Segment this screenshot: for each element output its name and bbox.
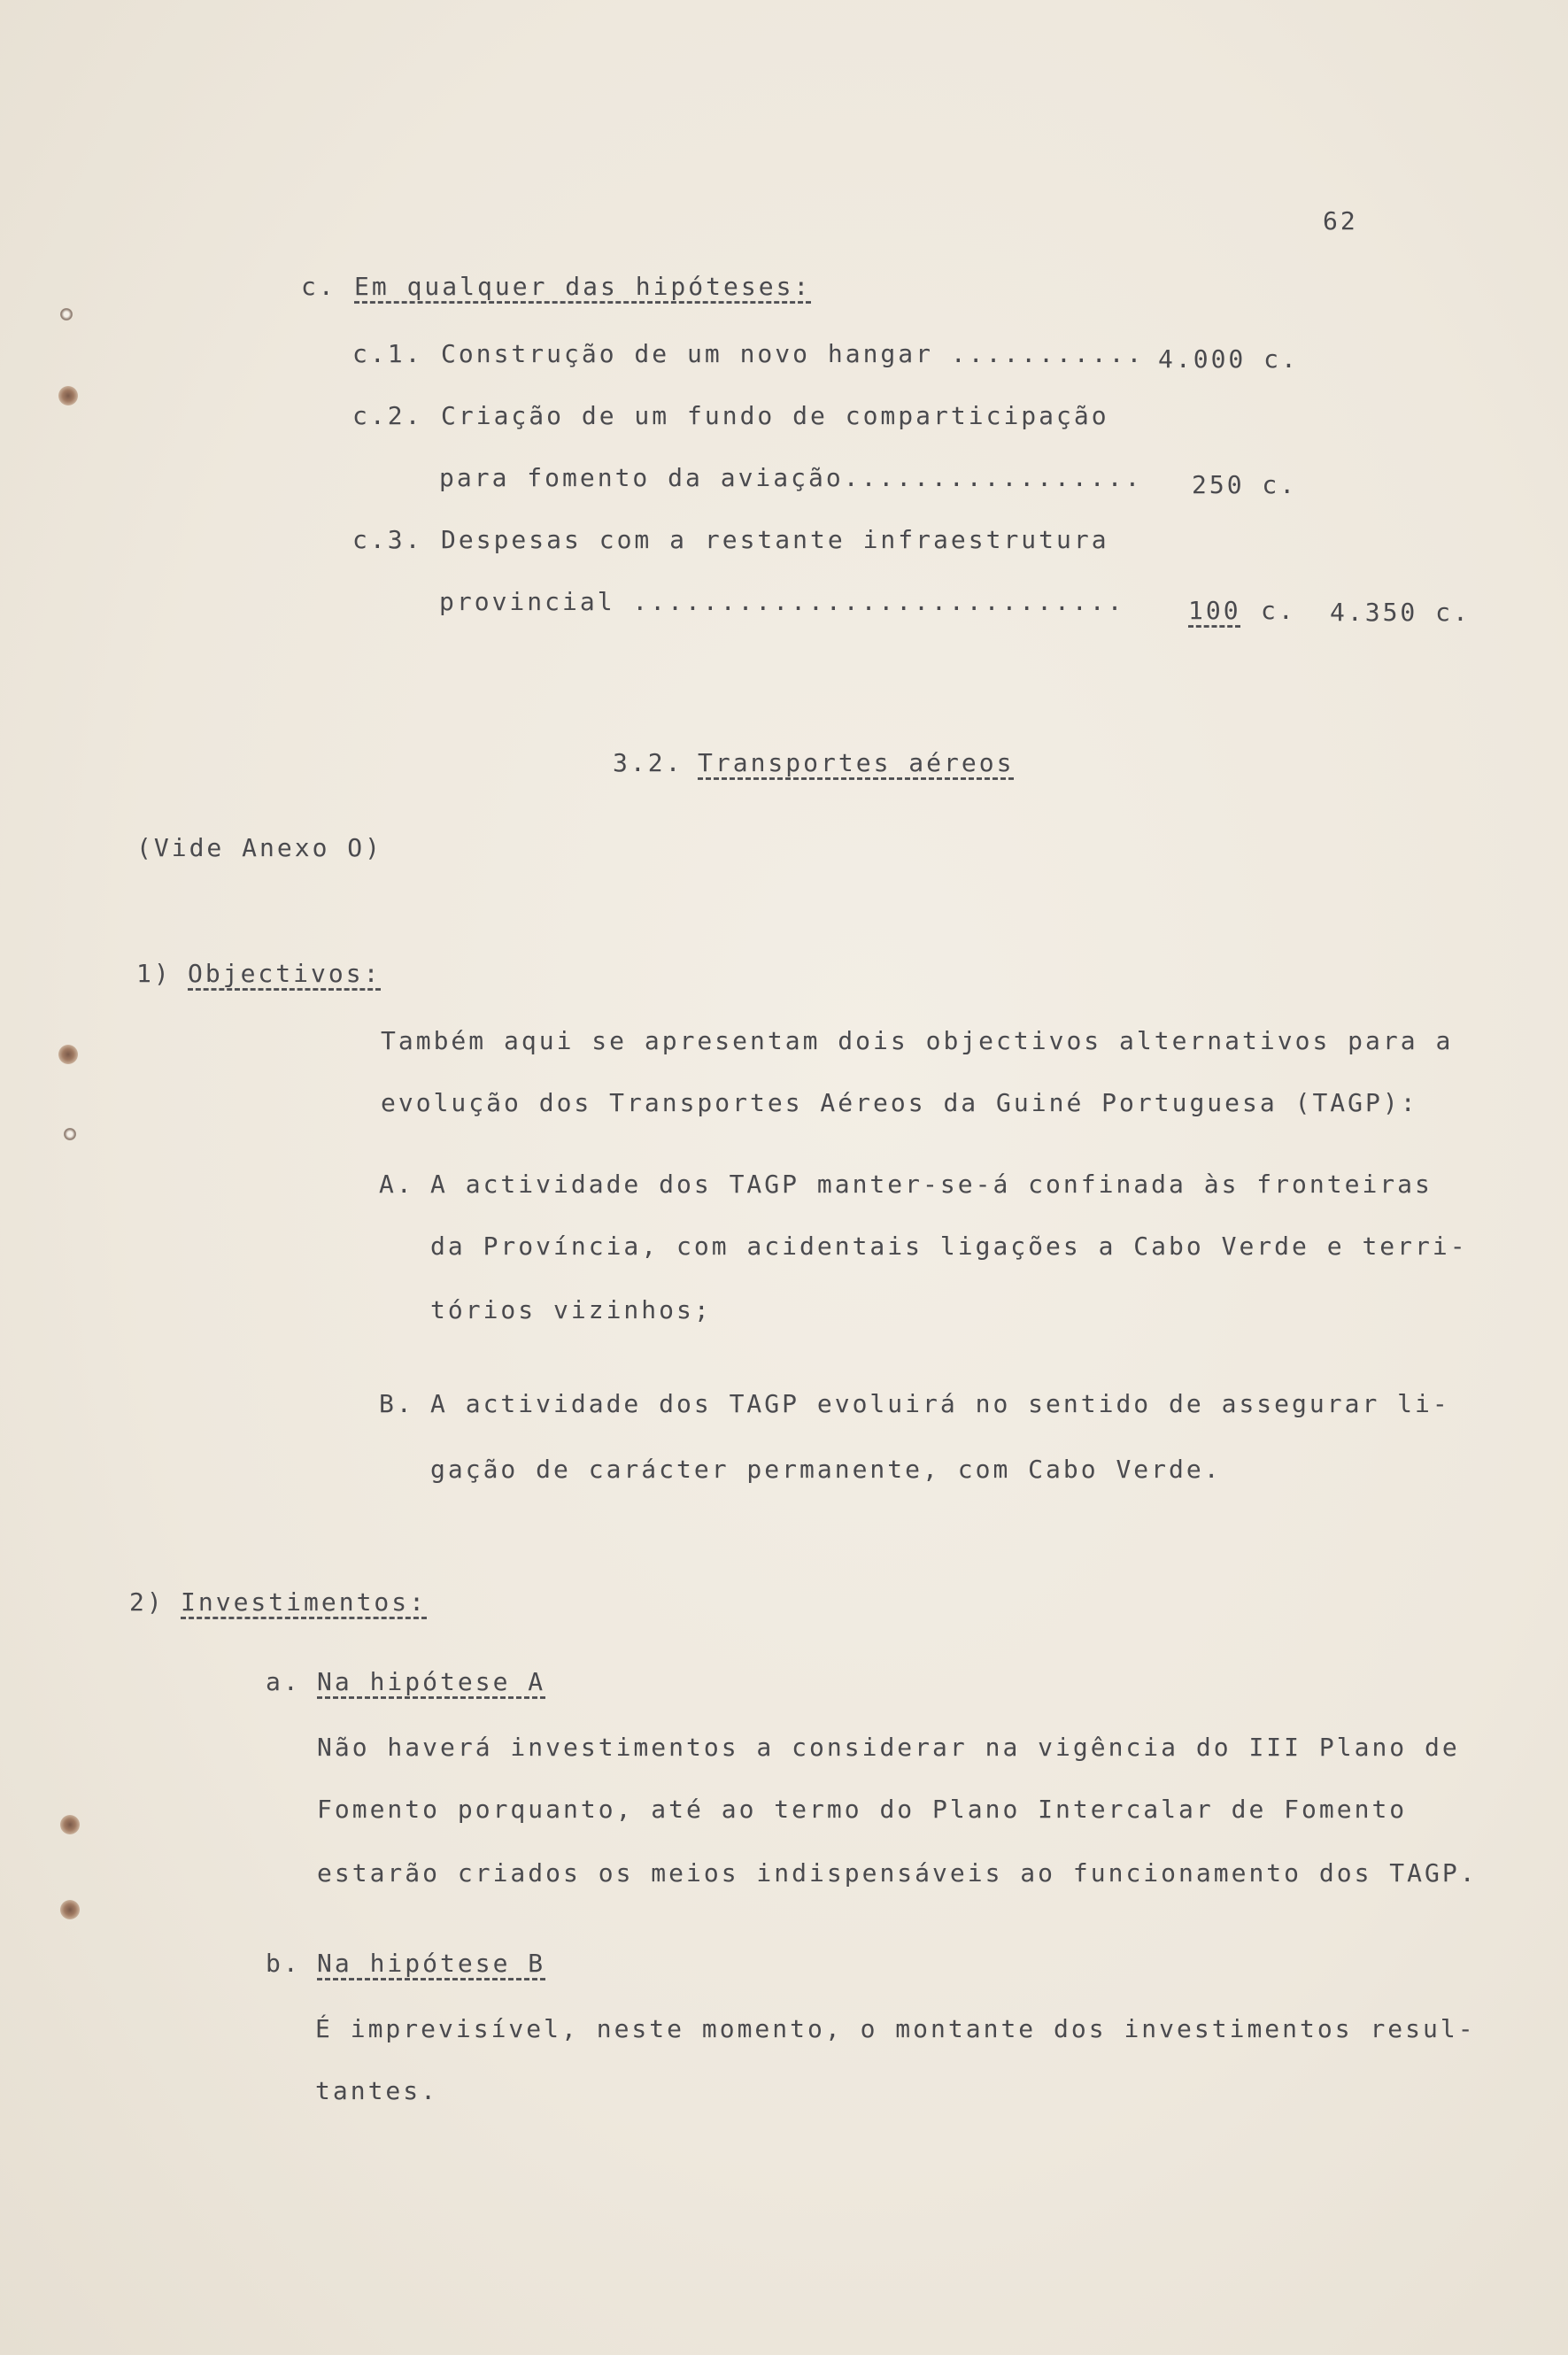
objectives-intro-line1: Também aqui se apresentam dois objectivos alternativos para a — [381, 1026, 1454, 1055]
hypothesis-b-heading: Na hipótese B — [317, 1949, 546, 1978]
hypothesis-b-label: b. — [266, 1949, 301, 1978]
objective-a-label: A. — [379, 1170, 414, 1199]
section-c-total: 4.350 c. — [1330, 598, 1471, 627]
item-c3-unit: c. — [1261, 596, 1296, 625]
objective-b-line1: A actividade dos TAGP evoluirá no sentido de assegurar li- — [430, 1389, 1450, 1418]
binder-hole — [60, 1815, 80, 1834]
objectives-label: 1) — [136, 959, 172, 988]
section-title: Transportes aéreos — [698, 748, 1015, 777]
item-c2-text-line2: para fomento da aviação................. — [439, 463, 1143, 492]
item-c3-text-line1: Despesas com a restante infraestrutura — [441, 525, 1109, 554]
hypothesis-a-label: a. — [266, 1667, 301, 1696]
binder-hole — [60, 1900, 80, 1919]
annex-note: (Vide Anexo O) — [136, 833, 383, 862]
section-c-heading: Em qualquer das hipóteses: — [354, 272, 812, 301]
objectives-intro-line2: evolução dos Transportes Aéreos da Guiné Portuguesa (TAGP): — [381, 1088, 1418, 1117]
item-c3-value: 100 — [1188, 596, 1241, 625]
hypothesis-b-line1: É imprevisível, neste momento, o montante dos investimentos resul- — [315, 2014, 1476, 2043]
binder-hole — [60, 308, 73, 320]
hypothesis-a-line2: Fomento porquanto, até ao termo do Plano Intercalar de Fomento — [317, 1795, 1408, 1824]
hypothesis-a-line1: Não haverá investimentos a considerar na vigência do III Plano de — [317, 1733, 1460, 1762]
objective-b-label: B. — [379, 1389, 414, 1418]
item-c3-label: c.3. — [352, 525, 423, 554]
item-c1-label: c.1. — [352, 339, 423, 368]
binder-hole — [58, 386, 78, 405]
section-number: 3.2. — [613, 748, 684, 777]
binder-hole — [64, 1128, 76, 1140]
item-c1-text: Construção de um novo hangar ........... — [441, 339, 1145, 368]
objective-a-line1: A actividade dos TAGP manter-se-á confinada às fronteiras — [430, 1170, 1433, 1199]
objective-b-line2: gação de carácter permanente, com Cabo Verde. — [430, 1455, 1222, 1484]
hypothesis-b-line2: tantes. — [315, 2076, 439, 2105]
investments-label: 2) — [129, 1587, 165, 1617]
page-number: 62 — [1323, 206, 1358, 236]
investments-heading: Investimentos: — [181, 1587, 428, 1617]
objective-a-line3: tórios vizinhos; — [430, 1295, 712, 1324]
objectives-heading: Objectivos: — [188, 959, 382, 988]
objective-a-line2: da Província, com acidentais ligações a Cabo Verde e terri- — [430, 1232, 1468, 1261]
item-c1-value: 4.000 c. — [1158, 344, 1299, 374]
item-c2-value: 250 c. — [1192, 470, 1298, 499]
item-c2-label: c.2. — [352, 401, 423, 430]
hypothesis-a-line3: estarão criados os meios indispensáveis ao funcionamento dos TAGP. — [317, 1858, 1478, 1888]
binder-hole — [58, 1045, 78, 1064]
section-c-prefix: c. — [301, 272, 336, 301]
item-c2-text-line1: Criação de um fundo de comparticipação — [441, 401, 1109, 430]
item-c3-text-line2: provincial ............................ — [439, 587, 1125, 616]
hypothesis-a-heading: Na hipótese A — [317, 1667, 546, 1696]
